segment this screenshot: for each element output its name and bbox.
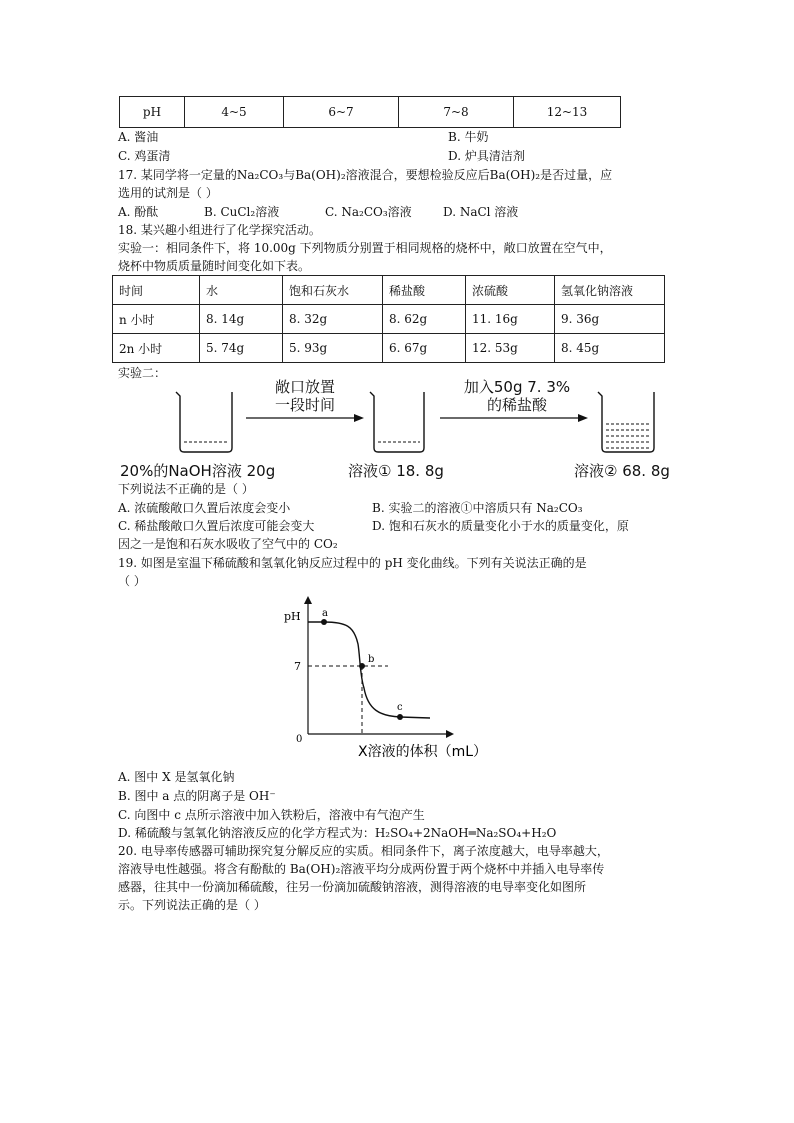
point-c — [397, 714, 403, 720]
ph-curve-graph — [280, 596, 510, 768]
q19-option-a: A. 图中 X 是氢氧化钠 — [118, 770, 235, 784]
table-header: 稀盐酸 — [383, 276, 466, 305]
point-b-label: b — [368, 654, 375, 665]
x-axis-label: X溶液的体积（mL） — [358, 744, 488, 760]
origin-label: 0 — [296, 734, 303, 745]
q18-question: 下列说法不正确的是（ ） — [118, 482, 254, 496]
arrow-2-label-line1: 加入50g 7. 3% — [463, 378, 571, 396]
q20-stem-line1: 20. 电导率传感器可辅助探究复分解反应的实质。相同条件下，离子浓度越大，电导率越大， — [118, 844, 609, 858]
ph-table — [119, 96, 621, 128]
table-cell: 12~13 — [514, 97, 621, 128]
table-cell: 8. 32g — [283, 305, 383, 334]
q17-stem-line1: 17. 某同学将一定量的Na₂CO₃与Ba(OH)₂溶液混合，要想检验反应后Ba(OH)₂是否过量，应 — [118, 168, 613, 182]
table-cell: 8. 62g — [383, 305, 466, 334]
table-cell: 6. 67g — [383, 334, 466, 363]
q20-stem-line3: 感器，往其中一份滴加稀硫酸，往另一份滴加硫酸钠溶液，测得溶液的电导率变化如图所 — [118, 880, 587, 894]
table-header: 水 — [200, 276, 283, 305]
arrow-2-label-line2: 的稀盐酸 — [486, 396, 547, 414]
point-a — [321, 619, 327, 625]
q19-stem-line1: 19. 如图是室温下稀硫酸和氢氧化钠反应过程中的 pH 变化曲线。下列有关说法正确的是 — [118, 556, 587, 570]
arrow-1-label — [260, 378, 350, 414]
ph-curve — [308, 622, 430, 718]
q16-option-c: C. 鸡蛋清 — [118, 149, 171, 163]
table-cell: 6~7 — [284, 97, 399, 128]
point-c-label: c — [397, 702, 403, 713]
y-axis-label: pH — [284, 610, 301, 623]
table-header: 时间 — [113, 276, 200, 305]
q16-option-d: D. 炉具清洁剂 — [448, 149, 525, 163]
table-header: 浓硫酸 — [466, 276, 555, 305]
q19-stem-line2: （ ） — [118, 574, 146, 588]
y-tick-7: 7 — [294, 660, 301, 673]
table-cell: n 小时 — [113, 305, 200, 334]
q18-option-c: C. 稀盐酸敞口久置后浓度可能会变大 — [118, 519, 315, 533]
q18-option-d-line2: 因之一是饱和石灰水吸收了空气中的 CO₂ — [118, 537, 338, 551]
q18-stem: 18. 某兴趣小组进行了化学探究活动。 — [118, 223, 321, 237]
q18-option-b: B. 实验二的溶液①中溶质只有 Na₂CO₃ — [372, 501, 583, 515]
point-b — [359, 663, 365, 669]
q19-option-b: B. 图中 a 点的阴离子是 OH⁻ — [118, 789, 276, 803]
q17-stem-line2: 选用的试剂是（ ） — [118, 186, 218, 200]
arrow-1-label-line2: 一段时间 — [274, 396, 335, 414]
table-cell: 4~5 — [185, 97, 284, 128]
beaker-2-label: 溶液① 18. 8g — [348, 462, 444, 480]
beaker-1-icon — [176, 392, 232, 452]
table-cell: 11. 16g — [466, 305, 555, 334]
table-cell: 2n 小时 — [113, 334, 200, 363]
table-row — [113, 334, 665, 363]
beaker-2-icon — [370, 392, 424, 452]
q16-option-a: A. 酱油 — [118, 130, 159, 144]
table-header: 氢氧化钠溶液 — [555, 276, 665, 305]
table-row — [113, 305, 665, 334]
table-cell: 8. 14g — [200, 305, 283, 334]
q20-stem-line4: 示。下列说法正确的是（ ） — [118, 898, 266, 912]
q18-exp2-label: 实验二： — [118, 366, 167, 380]
table-row — [113, 276, 665, 305]
table-cell: 8. 45g — [555, 334, 665, 363]
arrow-2-label — [452, 378, 582, 414]
beaker-1-label: 20%的NaOH溶液 20g — [120, 462, 276, 480]
table-cell: pH — [120, 97, 185, 128]
q17-option-d: D. NaCl 溶液 — [443, 205, 519, 219]
table-cell: 5. 74g — [200, 334, 283, 363]
q17-option-c: C. Na₂CO₃溶液 — [325, 205, 412, 219]
table-cell: 7~8 — [399, 97, 514, 128]
q20-stem-line2: 溶液导电性越强。将含有酚酞的 Ba(OH)₂溶液平均分成两份置于两个烧杯中并插入电导率传 — [118, 862, 605, 876]
q18-option-a: A. 浓硫酸敞口久置后浓度会变小 — [118, 501, 291, 515]
mass-table — [112, 275, 665, 363]
table-cell: 5. 93g — [283, 334, 383, 363]
table-row — [120, 97, 621, 128]
q17-option-a: A. 酚酞 — [118, 205, 159, 219]
experiment-two-diagram — [118, 376, 688, 458]
q18-exp1-line1: 实验一：相同条件下，将 10.00g 下列物质分别置于相同规格的烧杯中，敞口放置在空气中， — [118, 241, 612, 255]
table-cell: 9. 36g — [555, 305, 665, 334]
q17-option-b: B. CuCl₂溶液 — [204, 205, 280, 219]
q18-option-d-line1: D. 饱和石灰水的质量变化小于水的质量变化，原 — [372, 519, 629, 533]
q19-option-d: D. 稀硫酸与氢氧化钠溶液反应的化学方程式为：H₂SO₄+2NaOH═Na₂SO₄+H₂O — [118, 826, 557, 840]
point-a-label: a — [322, 608, 328, 619]
q19-option-c: C. 向图中 c 点所示溶液中加入铁粉后，溶液中有气泡产生 — [118, 808, 425, 822]
arrow-1-label-line1: 敞口放置 — [274, 378, 335, 396]
table-cell: 12. 53g — [466, 334, 555, 363]
beaker-3-label: 溶液② 68. 8g — [574, 462, 670, 480]
beaker-3-icon — [598, 392, 654, 452]
table-header: 饱和石灰水 — [283, 276, 383, 305]
q16-option-b: B. 牛奶 — [448, 130, 489, 144]
q18-exp1-line2: 烧杯中物质质量随时间变化如下表。 — [118, 259, 311, 273]
